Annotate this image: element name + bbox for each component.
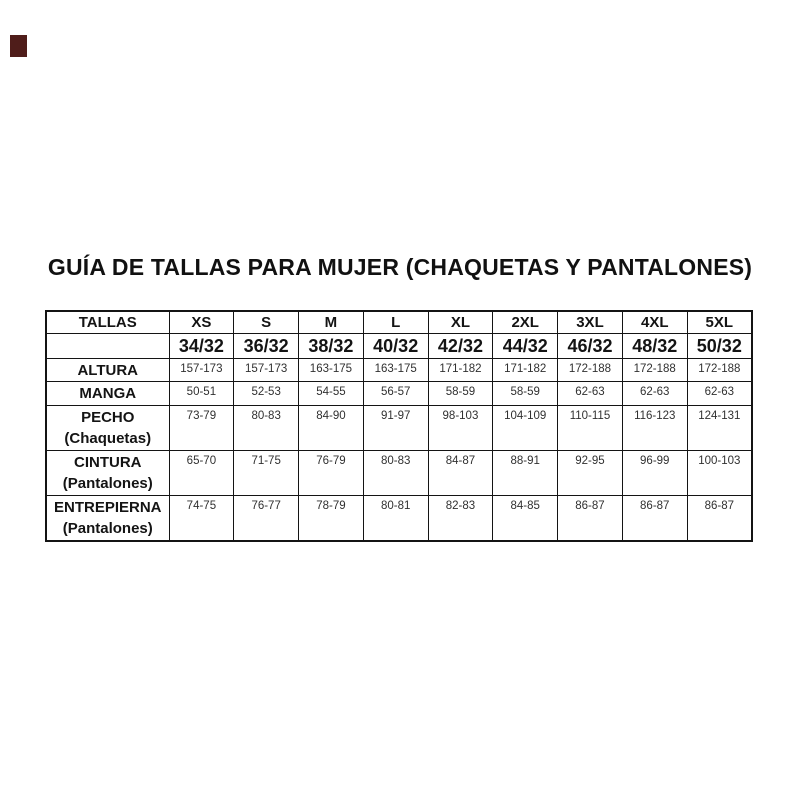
size-chart-table	[45, 310, 753, 542]
cell-value: 88-91	[493, 450, 558, 495]
cell-value: 78-79	[299, 495, 364, 541]
cell-value: 100-103	[687, 450, 752, 495]
cell-value: 65-70	[169, 450, 234, 495]
cell-value: 157-173	[234, 358, 299, 381]
cell-value: 172-188	[622, 358, 687, 381]
cell-value: 80-83	[363, 450, 428, 495]
size-number-4xl: 48/32	[622, 333, 687, 358]
cell-value: 80-83	[234, 405, 299, 450]
cell-value: 56-57	[363, 381, 428, 405]
size-number-l: 40/32	[363, 333, 428, 358]
size-number-row	[46, 333, 752, 358]
size-number-s: 36/32	[234, 333, 299, 358]
size-number-2xl: 44/32	[493, 333, 558, 358]
column-header-tallas: TALLAS	[46, 311, 169, 333]
table-row-altura	[46, 358, 752, 381]
table-header-row	[46, 311, 752, 333]
cell-value: 84-90	[299, 405, 364, 450]
cell-value: 96-99	[622, 450, 687, 495]
cell-value: 163-175	[299, 358, 364, 381]
cell-value: 74-75	[169, 495, 234, 541]
table-row-entrepierna	[46, 495, 752, 541]
column-header-5xl: 5XL	[687, 311, 752, 333]
cell-value: 91-97	[363, 405, 428, 450]
cell-value: 52-53	[234, 381, 299, 405]
cell-value: 58-59	[493, 381, 558, 405]
cell-value: 58-59	[428, 381, 493, 405]
cell-value: 171-182	[493, 358, 558, 381]
cell-value: 62-63	[687, 381, 752, 405]
cell-value: 163-175	[363, 358, 428, 381]
column-header-2xl: 2XL	[493, 311, 558, 333]
column-header-xs: XS	[169, 311, 234, 333]
cell-value: 172-188	[558, 358, 623, 381]
size-number-empty	[46, 333, 169, 358]
cell-value: 62-63	[622, 381, 687, 405]
table-row-cintura	[46, 450, 752, 495]
cell-value: 86-87	[558, 495, 623, 541]
cell-value: 86-87	[687, 495, 752, 541]
size-number-xs: 34/32	[169, 333, 234, 358]
cell-value: 84-85	[493, 495, 558, 541]
corner-mark	[10, 35, 27, 57]
size-number-xl: 42/32	[428, 333, 493, 358]
cell-value: 98-103	[428, 405, 493, 450]
cell-value: 84-87	[428, 450, 493, 495]
row-label-cintura: CINTURA (Pantalones)	[46, 450, 169, 495]
cell-value: 92-95	[558, 450, 623, 495]
column-header-l: L	[363, 311, 428, 333]
row-label-altura: ALTURA	[46, 358, 169, 381]
column-header-m: M	[299, 311, 364, 333]
cell-value: 82-83	[428, 495, 493, 541]
row-label-manga: MANGA	[46, 381, 169, 405]
size-number-5xl: 50/32	[687, 333, 752, 358]
row-label-entrepierna: ENTREPIERNA (Pantalones)	[46, 495, 169, 541]
size-number-3xl: 46/32	[558, 333, 623, 358]
cell-value: 157-173	[169, 358, 234, 381]
table-row-manga	[46, 381, 752, 405]
size-number-m: 38/32	[299, 333, 364, 358]
table-row-pecho	[46, 405, 752, 450]
cell-value: 76-79	[299, 450, 364, 495]
cell-value: 86-87	[622, 495, 687, 541]
cell-value: 172-188	[687, 358, 752, 381]
cell-value: 124-131	[687, 405, 752, 450]
column-header-3xl: 3XL	[558, 311, 623, 333]
cell-value: 76-77	[234, 495, 299, 541]
cell-value: 104-109	[493, 405, 558, 450]
cell-value: 110-115	[558, 405, 623, 450]
cell-value: 62-63	[558, 381, 623, 405]
cell-value: 54-55	[299, 381, 364, 405]
cell-value: 50-51	[169, 381, 234, 405]
cell-value: 73-79	[169, 405, 234, 450]
cell-value: 171-182	[428, 358, 493, 381]
cell-value: 80-81	[363, 495, 428, 541]
column-header-xl: XL	[428, 311, 493, 333]
row-label-pecho: PECHO (Chaquetas)	[46, 405, 169, 450]
column-header-4xl: 4XL	[622, 311, 687, 333]
cell-value: 116-123	[622, 405, 687, 450]
cell-value: 71-75	[234, 450, 299, 495]
page-title: GUÍA DE TALLAS PARA MUJER (CHAQUETAS Y PANTALONES)	[47, 254, 753, 280]
column-header-s: S	[234, 311, 299, 333]
